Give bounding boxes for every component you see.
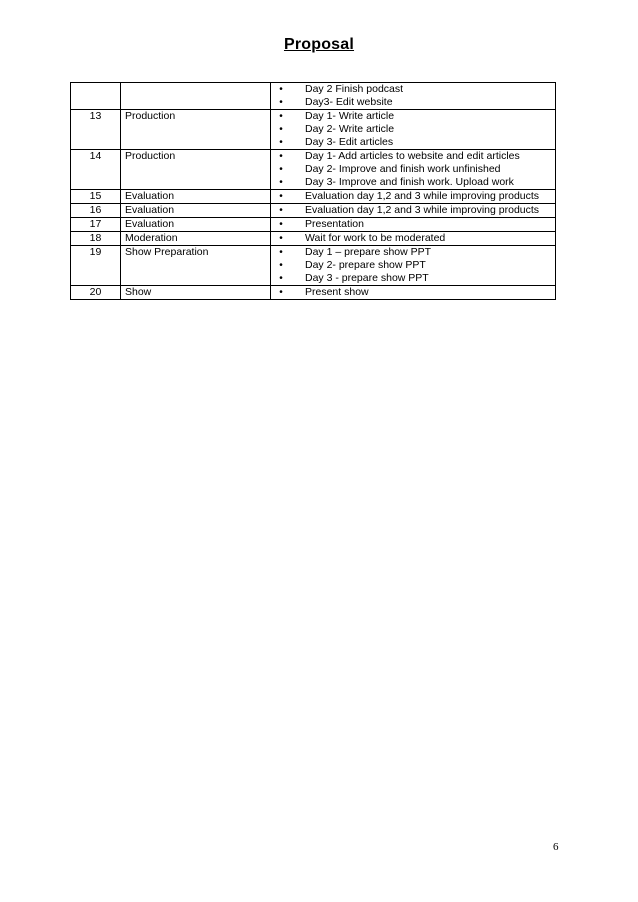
bullet-icon: • — [279, 205, 283, 216]
schedule-table — [70, 82, 556, 300]
page-title: Proposal — [283, 36, 355, 53]
bullet-icon: • — [279, 247, 283, 258]
task-text: Day 2- prepare show PPT — [305, 259, 426, 271]
task-text: Day 3- Improve and finish work. Upload work — [305, 176, 514, 188]
bullet-icon: • — [279, 219, 283, 230]
task-list — [275, 232, 551, 245]
week-number-cell: 14 — [71, 150, 121, 190]
task-item — [275, 163, 551, 176]
task-item — [275, 176, 551, 189]
task-item — [275, 232, 551, 245]
tasks-cell — [271, 83, 556, 110]
task-text: Evaluation day 1,2 and 3 while improving products — [305, 204, 540, 216]
task-item — [275, 96, 551, 109]
week-number-cell — [71, 83, 121, 110]
table-row — [71, 190, 556, 204]
task-item — [275, 246, 551, 259]
schedule-table-body — [71, 83, 556, 300]
task-item — [275, 218, 551, 231]
bullet-icon: • — [279, 233, 283, 244]
task-item — [275, 83, 551, 96]
task-list — [275, 218, 551, 231]
table-row — [71, 150, 556, 190]
task-item — [275, 150, 551, 163]
week-number-cell: 17 — [71, 218, 121, 232]
week-number-cell: 15 — [71, 190, 121, 204]
task-text: Day 1- Add articles to website and edit articles — [305, 150, 520, 162]
task-text: Present show — [305, 286, 369, 298]
bullet-icon: • — [279, 177, 283, 188]
task-item — [275, 110, 551, 123]
week-number-cell: 13 — [71, 110, 121, 150]
week-number-cell: 20 — [71, 286, 121, 300]
task-item — [275, 190, 551, 203]
week-number-cell: 19 — [71, 246, 121, 286]
phase-cell: Production — [121, 110, 271, 150]
bullet-icon: • — [279, 260, 283, 271]
tasks-cell — [271, 190, 556, 204]
phase-cell: Moderation — [121, 232, 271, 246]
task-list — [275, 190, 551, 203]
tasks-cell — [271, 232, 556, 246]
task-item — [275, 136, 551, 149]
tasks-cell — [271, 204, 556, 218]
bullet-icon: • — [279, 164, 283, 175]
page-number: 6 — [553, 841, 559, 853]
tasks-cell — [271, 286, 556, 300]
tasks-cell — [271, 110, 556, 150]
task-text: Day 2 Finish podcast — [305, 83, 404, 95]
task-list — [275, 150, 551, 189]
bullet-icon: • — [279, 111, 283, 122]
table-row — [71, 246, 556, 286]
task-text: Day 1 – prepare show PPT — [305, 246, 432, 258]
tasks-cell — [271, 246, 556, 286]
bullet-icon: • — [279, 151, 283, 162]
task-list — [275, 83, 551, 109]
task-item — [275, 272, 551, 285]
task-text: Day 3 - prepare show PPT — [305, 272, 429, 284]
phase-cell: Production — [121, 150, 271, 190]
task-list — [275, 110, 551, 149]
task-text: Day 2- Write article — [305, 123, 395, 135]
task-text: Day 3- Edit articles — [305, 136, 394, 148]
task-text: Presentation — [305, 218, 364, 230]
table-row — [71, 83, 556, 110]
bullet-icon: • — [279, 191, 283, 202]
table-row — [71, 286, 556, 300]
table-row — [71, 204, 556, 218]
phase-cell: Evaluation — [121, 218, 271, 232]
bullet-icon: • — [279, 84, 283, 95]
task-text: Day3- Edit website — [305, 96, 393, 108]
week-number-cell: 16 — [71, 204, 121, 218]
task-text: Evaluation day 1,2 and 3 while improving products — [305, 190, 540, 202]
table-row — [71, 110, 556, 150]
phase-cell: Show — [121, 286, 271, 300]
task-list — [275, 204, 551, 217]
task-item — [275, 204, 551, 217]
phase-cell: Show Preparation — [121, 246, 271, 286]
task-item — [275, 286, 551, 299]
phase-cell: Evaluation — [121, 204, 271, 218]
table-row — [71, 218, 556, 232]
task-list — [275, 286, 551, 299]
bullet-icon: • — [279, 124, 283, 135]
bullet-icon: • — [279, 137, 283, 148]
phase-cell: Evaluation — [121, 190, 271, 204]
task-text: Day 1- Write article — [305, 110, 395, 122]
phase-cell — [121, 83, 271, 110]
table-row — [71, 232, 556, 246]
bullet-icon: • — [279, 287, 283, 298]
tasks-cell — [271, 218, 556, 232]
task-item — [275, 259, 551, 272]
tasks-cell — [271, 150, 556, 190]
task-item — [275, 123, 551, 136]
bullet-icon: • — [279, 97, 283, 108]
week-number-cell: 18 — [71, 232, 121, 246]
task-text: Wait for work to be moderated — [305, 232, 446, 244]
task-text: Day 2- Improve and finish work unfinished — [305, 163, 501, 175]
bullet-icon: • — [279, 273, 283, 284]
task-list — [275, 246, 551, 285]
